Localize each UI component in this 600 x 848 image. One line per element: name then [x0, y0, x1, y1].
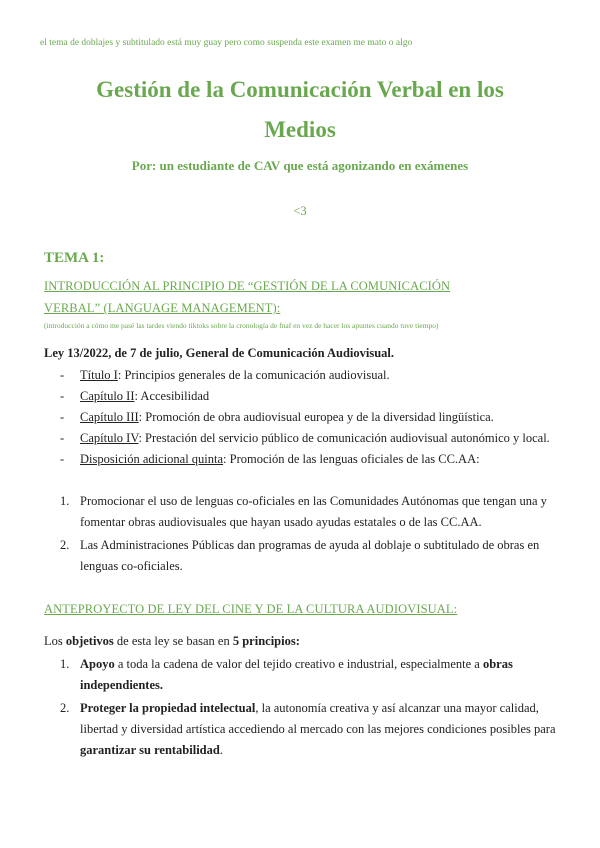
adicional-items-list	[44, 491, 564, 579]
item-number: 2.	[60, 701, 70, 715]
dash-bullet: -	[60, 368, 65, 382]
law-item-text: : Accesibilidad	[134, 389, 210, 403]
law-items-list	[44, 365, 564, 470]
law-item-label: Capítulo III	[80, 410, 139, 424]
dash-bullet: -	[60, 410, 65, 424]
list-item	[44, 407, 564, 428]
law-title: Ley 13/2022, de 7 de julio, General de Comunicación Audiovisual.	[44, 346, 395, 360]
dash-bullet: -	[60, 389, 65, 403]
principio-bold-a: Apoyo	[80, 657, 115, 671]
item-text: Las Administraciones Públicas dan programas de ayuda al doblaje o subtitulado de obras en lenguas co-oficiales.	[80, 538, 540, 573]
principio-text-a: , la autonomía creativa y así alcanzar una mayor calidad, libertad y diversidad artística accediendo al mercado con las mejores condiciones posibles para	[80, 701, 556, 736]
principio-bold-b: obras independientes.	[80, 657, 513, 692]
document-title	[0, 70, 600, 150]
list-item	[44, 491, 564, 533]
law-item-text: : Promoción de las lenguas oficiales de las CC.AA:	[223, 452, 480, 466]
law-item-text: : Principios generales de la comunicación audiovisual.	[117, 368, 390, 382]
objetivos-bold-2: 5 principios:	[232, 634, 300, 648]
principio-bold-a: Proteger la propiedad intelectual	[80, 701, 256, 715]
anteproyecto-heading: ANTEPROYECTO DE LEY DEL CINE Y DE LA CULTURA AUDIOVISUAL:	[44, 602, 458, 616]
law-item-text: : Promoción de obra audiovisual europea y de la diversidad lingüística.	[138, 410, 494, 424]
law-item-label: Capítulo IV	[80, 431, 139, 445]
title-line-1: Gestión de la Comunicación Verbal en los	[96, 77, 504, 102]
list-item	[44, 535, 564, 577]
law-item-label: Capítulo II	[80, 389, 135, 403]
dash-bullet: -	[60, 452, 65, 466]
intro-section-heading	[44, 275, 564, 319]
item-text: Promocionar el uso de lenguas co-oficiales en las Comunidades Autónomas que tengan una y fomentar obras audiovisuales que hayan usado ayudas estatales o de las CC.AA.	[80, 494, 547, 529]
document-subtitle: Por: un estudiante de CAV que está agonizando en exámenes	[131, 158, 469, 173]
title-line-2: Medios	[264, 117, 336, 142]
principio-bold-b: garantizar su rentabilidad	[80, 743, 220, 757]
objetivos-bold-1: objetivos	[65, 634, 114, 648]
list-item	[44, 365, 564, 386]
law-item-text: : Prestación del servicio público de comunicación audiovisual autonómico y local.	[138, 431, 550, 445]
principios-list	[44, 654, 564, 763]
intro-heading-line-2: VERBAL” (LANGUAGE MANAGEMENT):	[44, 301, 281, 315]
list-item	[44, 428, 564, 449]
principio-text-b: .	[219, 743, 223, 757]
tema-heading: TEMA 1:	[44, 250, 105, 266]
law-item-label: Disposición adicional quinta	[80, 452, 224, 466]
principio-text-a: a toda la cadena de valor del tejido creativo e industrial, especialmente a	[114, 657, 483, 671]
list-item	[44, 449, 564, 470]
intro-note: (introducción a cómo me pasé las tardes viendo tiktoks sobre la cronología de fnaf en vez de hacer los apuntes cuando tuve tiempo)	[44, 321, 439, 330]
item-number: 2.	[60, 538, 70, 552]
item-number: 1.	[60, 657, 70, 671]
heart-text: <3	[293, 204, 307, 218]
objetivos-text-pre: Los	[44, 634, 66, 648]
objetivos-text-mid: de esta ley se basan en	[113, 634, 233, 648]
list-item	[44, 698, 564, 761]
dash-bullet: -	[60, 431, 65, 445]
law-item-label: Título I	[80, 368, 118, 382]
top-note: el tema de doblajes y subtitulado está muy guay pero como suspenda este examen me mato o algo	[40, 38, 413, 48]
list-item	[44, 654, 564, 696]
objetivos-paragraph	[44, 634, 300, 649]
intro-heading-line-1: INTRODUCCIÓN AL PRINCIPIO DE “GESTIÓN DE LA COMUNICACIÓN	[44, 279, 451, 293]
item-number: 1.	[60, 494, 70, 508]
list-item	[44, 386, 564, 407]
